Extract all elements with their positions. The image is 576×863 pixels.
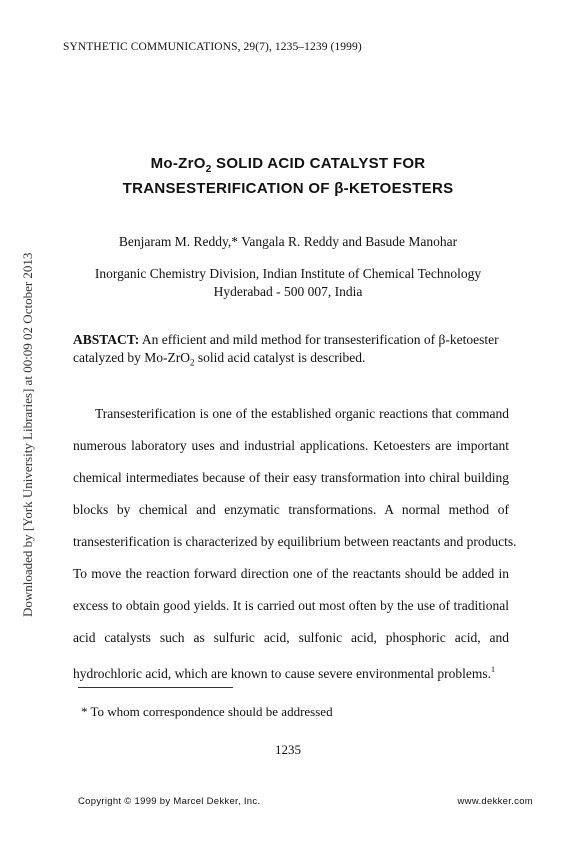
publisher-website: www.dekker.com: [457, 796, 533, 807]
affiliation-line-2: Hyderabad - 500 007, India: [213, 284, 363, 299]
affiliation-line-1: Inorganic Chemistry Division, Indian Institute of Chemical Technology: [94, 266, 482, 281]
article-title-line-1: [0, 155, 576, 175]
title-subscript: 2: [205, 164, 212, 175]
download-watermark: Downloaded by [York University Libraries] at 00:09 02 October 2013: [20, 252, 35, 617]
body-line: blocks by chemical and enzymatic transformations. A normal method of: [73, 502, 509, 517]
abstract-text-pre: An efficient and mild method for transesterification of β-ketoester catalyzed by Mo-ZrO: [73, 332, 499, 365]
abstract-label: ABSTACT:: [73, 332, 140, 347]
abstract-text-post: solid acid catalyst is described.: [194, 350, 366, 365]
body-line-last: [73, 662, 509, 694]
body-line: Transesterification is one of the established organic reactions that command: [95, 406, 509, 421]
footnote-divider: [78, 687, 233, 688]
body-paragraph: [73, 406, 517, 694]
body-line: transesterification is characterized by equilibrium between reactants and products.: [73, 534, 517, 549]
journal-header: SYNTHETIC COMMUNICATIONS, 29(7), 1235–1239 (1999): [63, 41, 362, 53]
article-title-line-2: TRANSESTERIFICATION OF β-KETOESTERS: [122, 180, 454, 197]
authors: Benjaram M. Reddy,* Vangala R. Reddy and Basude Manohar: [118, 234, 458, 249]
body-line: chemical intermediates because of their easy transformation into chiral building: [73, 470, 509, 485]
page-number: 1235: [275, 742, 301, 757]
footnote: * To whom correspondence should be addressed: [81, 704, 333, 719]
footnote-ref: 1: [490, 665, 495, 674]
abstract: [73, 331, 509, 372]
body-line: To move the reaction forward direction one of the reactants should be added in: [73, 566, 509, 581]
body-line: acid catalysts such as sulfuric acid, sulfonic acid, phosphoric acid, and: [73, 630, 509, 645]
copyright-notice: Copyright © 1999 by Marcel Dekker, Inc.: [78, 796, 261, 807]
body-line: numerous laboratory uses and industrial applications. Ketoesters are important: [73, 438, 509, 453]
abstract-subscript: 2: [189, 357, 195, 368]
title-text-post: SOLID ACID CATALYST FOR: [211, 155, 426, 172]
title-text-pre: Mo-ZrO: [150, 155, 206, 172]
body-line: excess to obtain good yields. It is carried out most often by the use of traditional: [73, 598, 509, 613]
body-line: hydrochloric acid, which are known to cause severe environmental problems.: [73, 666, 491, 681]
